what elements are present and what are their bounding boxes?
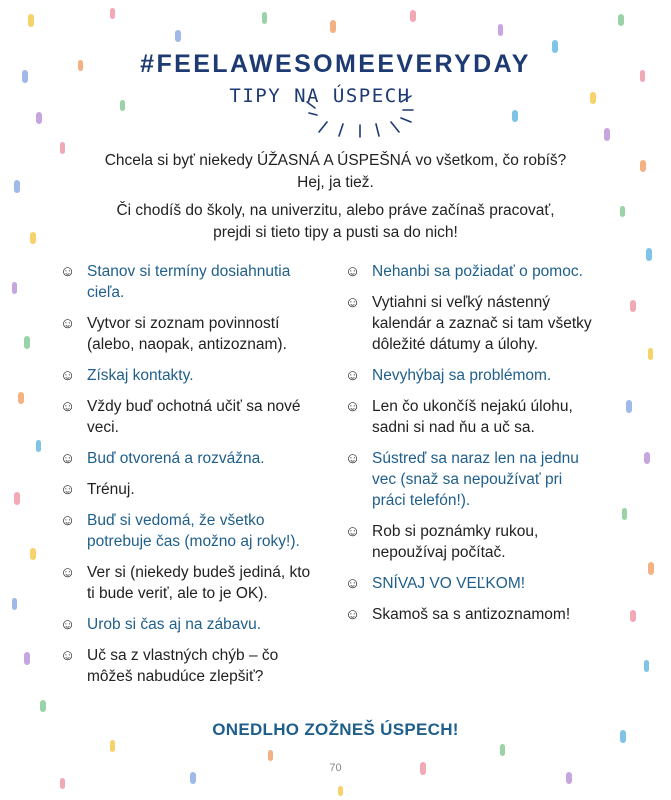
smiley-icon: ☺ [60,564,76,581]
tip-item [60,365,315,386]
smiley-icon: ☺ [345,575,361,592]
smiley-icon: ☺ [345,450,361,467]
tip-item [345,396,600,438]
tips-column-right [345,261,600,635]
tip-text: Ver si (niekedy budeš jediná, kto ti bude veriť, ale to je OK). [87,564,311,602]
tip-text: Rob si poznámky rukou, nepoužívaj počítač. [372,523,539,561]
tip-item [345,573,600,594]
tip-text: Sústreď sa naraz len na jednu vec (snaž sa nepoužívať pri práci telefón!). [372,450,579,509]
tip-text: Stanov si termíny dosiahnutia cieľa. [87,263,291,301]
tip-item [60,562,315,604]
intro-line: prejdi si tieto tipy a pusti sa do nich! [213,224,458,241]
tip-item [60,510,315,552]
smiley-icon: ☺ [60,616,76,633]
smiley-icon: ☺ [60,263,76,280]
tip-text: Vytvor si zoznam povinností (alebo, naopak, antizoznam). [87,315,287,353]
intro-line: Či chodíš do školy, na univerzitu, alebo práve začínaš pracovať, [116,202,555,219]
page-number: 70 [329,762,342,774]
intro-paragraph-2 [40,200,631,244]
tip-item [345,448,600,511]
tip-text: Urob si čas aj na zábavu. [87,616,262,633]
sunburst-rays-icon [215,80,425,140]
tip-item [60,313,315,355]
intro-line: Chcela si byť niekedy ÚŽASNÁ A ÚSPEŠNÁ vo všetkom, čo robíš? [104,152,567,169]
smiley-icon: ☺ [60,512,76,529]
subtitle: TIPY NA ÚSPECH [229,85,411,107]
tip-text: Získaj kontakty. [87,367,194,384]
tip-item [60,614,315,635]
tip-text: Skamoš sa s antizoznamom! [372,606,571,623]
intro-line: Hej, ja tiež. [297,174,374,191]
tip-text: Buď otvorená a rozvážna. [87,450,265,467]
tip-text: Len čo ukončíš nejakú úlohu, sadni si nad ňu a uč sa. [372,398,573,436]
tip-text: Nehanbi sa požiadať o pomoc. [372,263,583,280]
smiley-icon: ☺ [60,481,76,498]
intro-paragraph-1 [40,150,631,194]
smiley-icon: ☺ [345,367,361,384]
tip-item [345,365,600,386]
tip-text: SNÍVAJ VO VEĽKOM! [372,575,526,592]
tip-item [345,261,600,282]
tip-item [345,521,600,563]
tip-text: Vytiahni si veľký nástenný kalendár a zaznač si tam všetky dôležité dátumy a úlohy. [372,294,592,353]
subtitle-block [215,80,425,140]
smiley-icon: ☺ [60,647,76,664]
smiley-icon: ☺ [345,294,361,311]
tip-text: Trénuj. [87,481,135,498]
closing-slogan: ONEDLHO ZOŽNEŠ ÚSPECH! [212,720,459,739]
tip-text: Vždy buď ochotná učiť sa nové veci. [87,398,301,436]
tip-item [60,479,315,500]
smiley-icon: ☺ [345,398,361,415]
tip-text: Uč sa z vlastných chýb – čo môžeš nabudúce zlepšiť? [87,647,279,685]
smiley-icon: ☺ [60,450,76,467]
smiley-icon: ☺ [60,398,76,415]
smiley-icon: ☺ [60,367,76,384]
tip-item [345,292,600,355]
smiley-icon: ☺ [60,315,76,332]
tip-text: Buď si vedomá, že všetko potrebuje čas (možno aj roky!). [87,512,300,550]
tip-item [345,604,600,625]
smiley-icon: ☺ [345,606,361,623]
page-title-hashtag: #FEELAWESOMEEVERYDAY [140,50,531,78]
smiley-icon: ☺ [345,263,361,280]
tip-item [60,448,315,469]
smiley-icon: ☺ [345,523,361,540]
tip-item [60,261,315,303]
tip-item [60,645,315,687]
tip-text: Nevyhýbaj sa problémom. [372,367,552,384]
tip-item [60,396,315,438]
tips-column-left [60,261,315,697]
